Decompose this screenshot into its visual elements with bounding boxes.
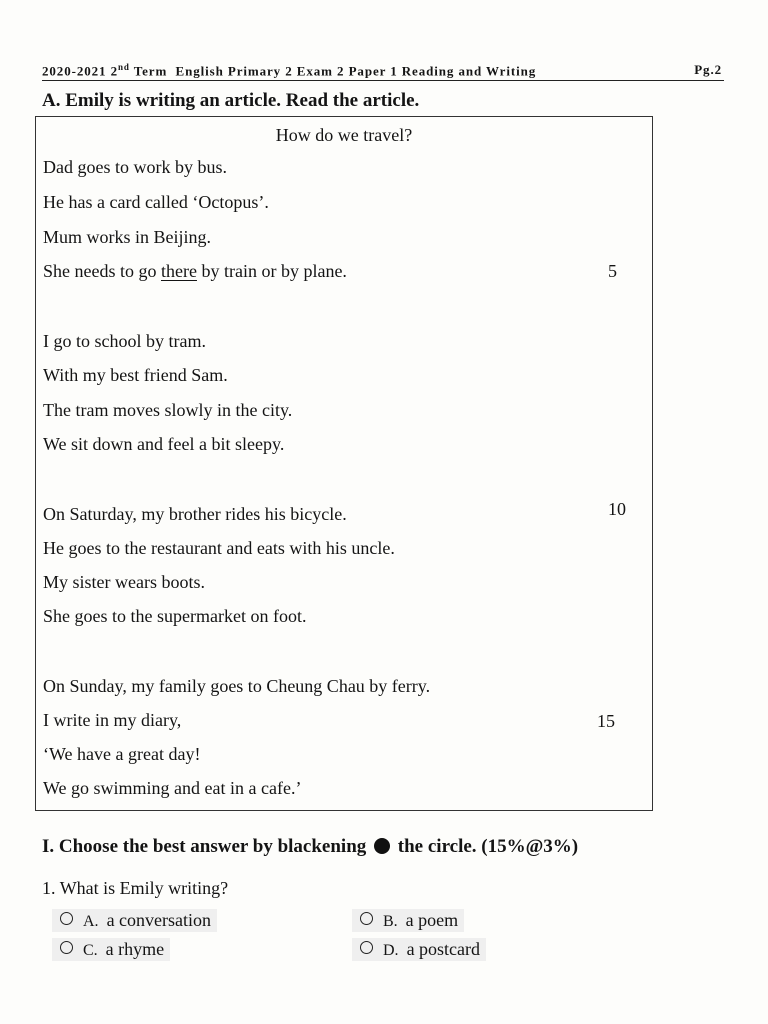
- article-line: Dad goes to work by bus.: [43, 157, 227, 177]
- article-line: With my best friend Sam.: [43, 365, 228, 385]
- question-text: What is Emily writing?: [59, 878, 229, 898]
- radio-circle-icon[interactable]: [60, 912, 73, 925]
- radio-circle-icon[interactable]: [360, 912, 373, 925]
- option-letter: A.: [83, 913, 99, 930]
- article-line: I write in my diary,: [43, 710, 182, 730]
- option-c[interactable]: [52, 938, 170, 961]
- option-a[interactable]: [52, 909, 217, 932]
- question-number: 1.: [42, 878, 56, 898]
- instruction-prefix: I. Choose the best answer by blackening: [42, 836, 367, 857]
- option-letter: C.: [83, 942, 98, 959]
- line-number: 15: [597, 711, 615, 731]
- option-letter: B.: [383, 913, 398, 930]
- option-text: a conversation: [106, 910, 212, 930]
- article-line: He goes to the restaurant and eats with his uncle.: [43, 538, 395, 558]
- article-line: The tram moves slowly in the city.: [43, 400, 293, 420]
- radio-circle-icon[interactable]: [60, 941, 73, 954]
- option-d[interactable]: [352, 938, 486, 961]
- article-line: My sister wears boots.: [43, 572, 205, 592]
- option-letter: D.: [383, 942, 399, 959]
- option-text: a postcard: [406, 939, 481, 959]
- option-text: a poem: [405, 910, 459, 930]
- filled-circle-icon: [374, 838, 390, 854]
- article-line: She goes to the supermarket on foot.: [43, 606, 307, 626]
- article-line: On Sunday, my family goes to Cheung Chau by ferry.: [43, 676, 431, 696]
- article-line-end: by train or by plane.: [196, 261, 347, 281]
- option-text: a rhyme: [105, 939, 165, 959]
- article-line: Mum works in Beijing.: [43, 227, 212, 247]
- header-term-word: Term: [133, 63, 168, 79]
- article-line: We sit down and feel a bit sleepy.: [43, 434, 285, 454]
- line-number: 5: [608, 261, 617, 281]
- article-line: On Saturday, my brother rides his bicycle.: [43, 504, 347, 524]
- article-line: I go to school by tram.: [43, 331, 206, 351]
- article-line: [43, 261, 347, 282]
- question-instructions: [42, 836, 578, 858]
- instruction-suffix: the circle. (15%@3%): [397, 836, 579, 857]
- article-box: [35, 116, 653, 811]
- line-number: 10: [608, 499, 626, 519]
- page-header: [42, 62, 724, 81]
- header-year: 2020-2021: [42, 63, 107, 79]
- section-title: A. Emily is writing an article. Read the article.: [42, 90, 420, 111]
- page-number: Pg.2: [694, 62, 722, 77]
- option-b[interactable]: [352, 909, 464, 932]
- question-1: [42, 878, 228, 899]
- article-line: We go swimming and eat in a cafe.’: [43, 778, 302, 798]
- underlined-word: there: [160, 261, 197, 281]
- header-term-suffix: nd: [118, 62, 130, 72]
- header-term-number: 2: [110, 63, 118, 79]
- article-line: He has a card called ‘Octopus’.: [43, 192, 269, 212]
- article-line: ‘We have a great day!: [43, 744, 201, 764]
- article-title: How do we travel?: [275, 125, 413, 145]
- header-subject: English Primary 2 Exam 2 Paper 1 Reading and Writing: [175, 63, 537, 79]
- radio-circle-icon[interactable]: [360, 941, 373, 954]
- article-line-start: She needs to go: [43, 261, 161, 281]
